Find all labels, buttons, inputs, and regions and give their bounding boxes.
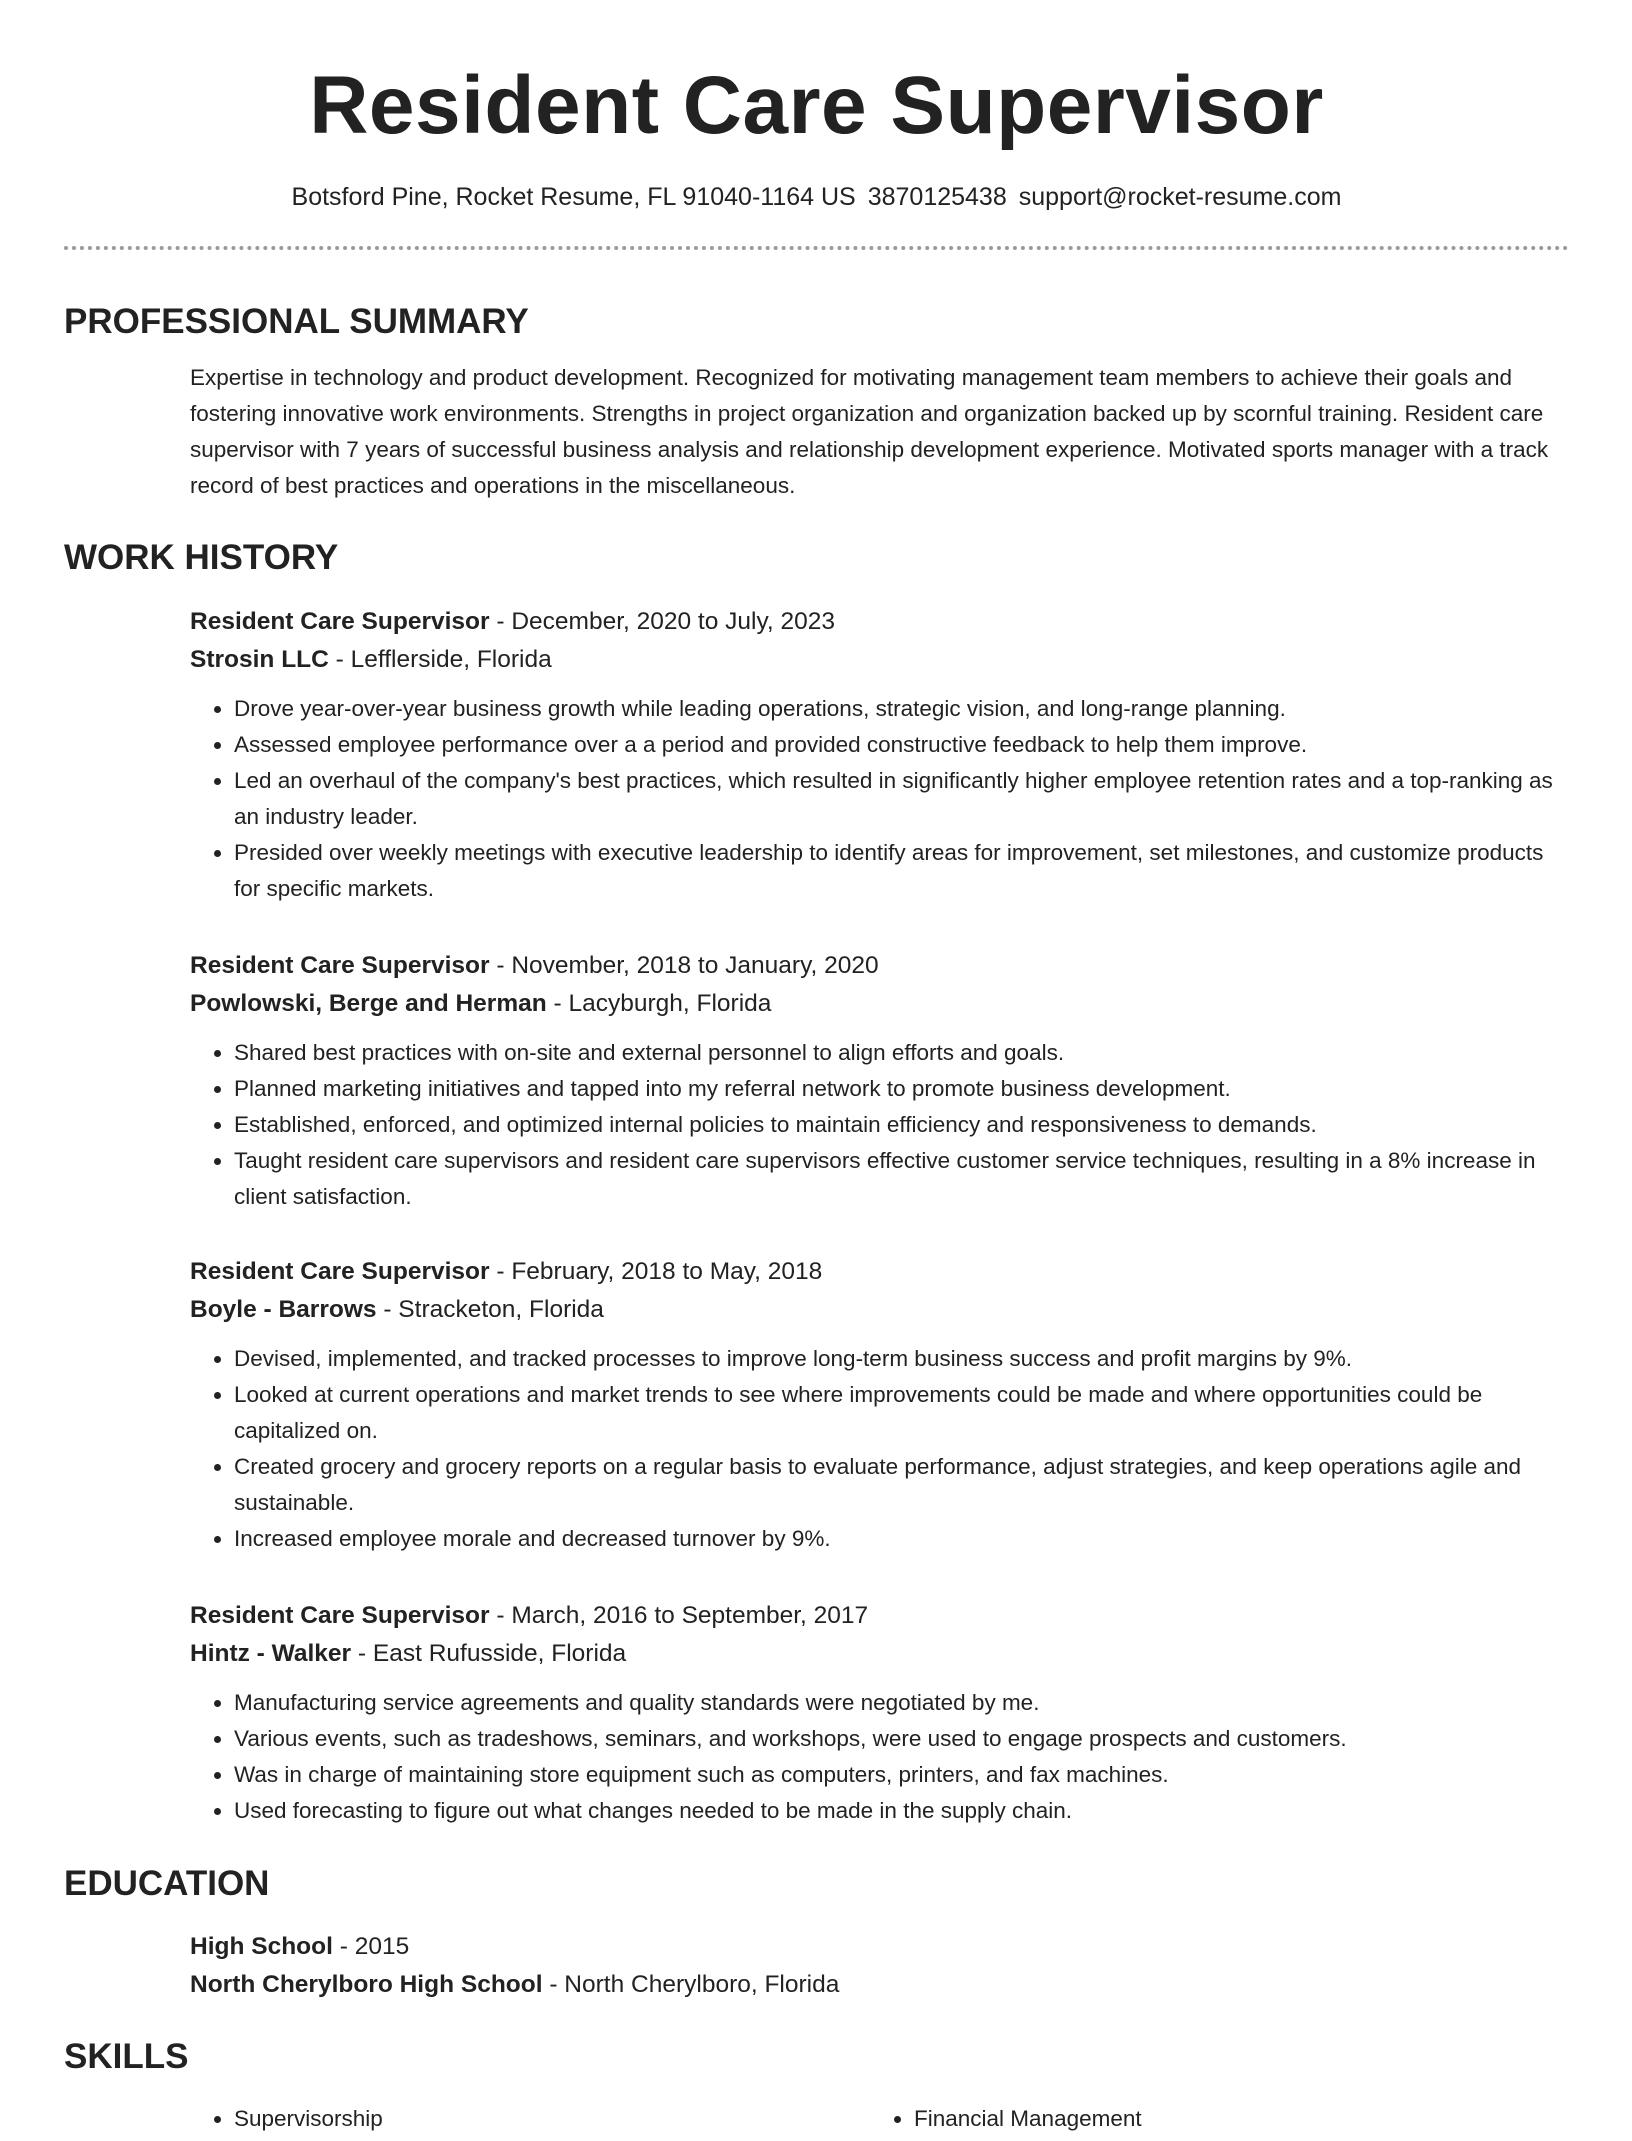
job-bullets <box>190 1035 1569 1215</box>
job-entry <box>190 1597 1569 1829</box>
job-entry <box>190 1253 1569 1557</box>
job-dates: - November, 2018 to January, 2020 <box>489 952 879 979</box>
education-degree-line <box>190 1928 1569 1966</box>
job-bullet: • Drove year-over-year business growth while leading operations, strategic vision, and long-range planning. <box>234 691 1569 727</box>
job-company-line <box>190 1291 1569 1329</box>
job-bullet: • Various events, such as tradeshows, seminars, and workshops, were used to engage prospects and customers. <box>234 1721 1569 1757</box>
education-section <box>64 1862 1569 2004</box>
job-title-line <box>190 1253 1569 1291</box>
job-company-line <box>190 641 1569 679</box>
skill-item: • Financial Management <box>914 2101 1142 2137</box>
contact-email: support@rocket-resume.com <box>1018 183 1342 211</box>
education-location: - North Cherylboro, Florida <box>542 1971 840 1998</box>
job-bullet: • Devised, implemented, and tracked processes to improve long-term business success and profit margins by 9%. <box>234 1341 1569 1377</box>
skills-section <box>64 2035 1569 2141</box>
job-location: - Lefflerside, Florida <box>328 646 552 673</box>
job-bullet: • Created grocery and grocery reports on a regular basis to evaluate performance, adjust strategies, and keep operations agile and sustainable. <box>234 1449 1569 1521</box>
job-bullet: • Presided over weekly meetings with executive leadership to identify areas for improvement, set milestones, and customize products for specific markets. <box>234 835 1569 907</box>
job-company: Strosin LLC <box>190 646 329 673</box>
job-bullet: • Increased employee morale and decreased turnover by 9%. <box>234 1521 1569 1557</box>
job-role: Resident Care Supervisor <box>190 1258 490 1285</box>
summary-text: Expertise in technology and product development. Recognized for motivating management team members to achieve their goals and fostering innovative work environments. Strengths in project organization and organization backed up by scornful training. Resident care supervisor with 7 years of successful business analysis and relationship development experience. Motivated sports manager with a track record of best practices and operations in the miscellaneous. <box>190 365 1549 498</box>
job-entry <box>190 603 1569 907</box>
job-role: Resident Care Supervisor <box>190 952 490 979</box>
job-bullet: • Used forecasting to figure out what changes needed to be made in the supply chain. <box>234 1793 1569 1829</box>
job-company: Boyle - Barrows <box>190 1296 377 1323</box>
job-bullet: • Shared best practices with on-site and external personnel to align efforts and goals. <box>234 1035 1569 1071</box>
education-school: North Cherylboro High School <box>190 1971 543 1998</box>
resume-name: Resident Care Supervisor <box>309 60 1324 151</box>
contact-address: Botsford Pine, Rocket Resume, FL 91040-1164 US <box>291 183 856 211</box>
resume-page <box>64 0 1569 2131</box>
job-dates: - December, 2020 to July, 2023 <box>489 608 836 635</box>
job-company-line <box>190 985 1569 1023</box>
skills-list-right <box>870 2101 1142 2137</box>
job-dates: - February, 2018 to May, 2018 <box>489 1258 823 1285</box>
job-bullet: • Assessed employee performance over a a period and provided constructive feedback to help them improve. <box>234 727 1569 763</box>
job-bullet: • Looked at current operations and market trends to see where improvements could be made and where opportunities could be capitalized on. <box>234 1377 1569 1449</box>
job-bullets <box>190 1685 1569 1829</box>
job-company: Powlowski, Berge and Herman <box>190 990 547 1017</box>
job-role: Resident Care Supervisor <box>190 608 490 635</box>
job-bullet: • Planned marketing initiatives and tapped into my referral network to promote business development. <box>234 1071 1569 1107</box>
job-company-line <box>190 1635 1569 1673</box>
job-location: - Stracketon, Florida <box>376 1296 604 1323</box>
education-school-line <box>190 1966 1569 2004</box>
work-history-section <box>64 536 1569 580</box>
job-bullets <box>190 1341 1569 1557</box>
skills-title: SKILLS <box>64 2037 189 2076</box>
header-divider <box>64 246 1569 250</box>
skills-list-left <box>190 2101 383 2137</box>
education-title: EDUCATION <box>64 1864 270 1903</box>
summary-title: PROFESSIONAL SUMMARY <box>64 302 529 341</box>
summary-section <box>64 300 1569 504</box>
job-location: - East Rufusside, Florida <box>351 1640 627 1667</box>
job-role: Resident Care Supervisor <box>190 1602 490 1629</box>
work-history-title: WORK HISTORY <box>64 538 339 577</box>
job-location: - Lacyburgh, Florida <box>546 990 772 1017</box>
job-bullet: • Manufacturing service agreements and quality standards were negotiated by me. <box>234 1685 1569 1721</box>
job-dates: - March, 2016 to September, 2017 <box>489 1602 869 1629</box>
contact-phone: 3870125438 <box>867 183 1007 211</box>
job-title-line <box>190 947 1569 985</box>
contact-line <box>64 180 1569 214</box>
job-entry <box>190 947 1569 1215</box>
education-degree: High School <box>190 1933 333 1960</box>
job-bullet: • Was in charge of maintaining store equipment such as computers, printers, and fax machines. <box>234 1757 1569 1793</box>
job-title-line <box>190 1597 1569 1635</box>
job-company: Hintz - Walker <box>190 1640 352 1667</box>
job-bullet: • Taught resident care supervisors and resident care supervisors effective customer service techniques, resulting in a 8% increase in client satisfaction. <box>234 1143 1569 1215</box>
skill-item: • Supervisorship <box>234 2101 383 2137</box>
job-bullet: • Established, enforced, and optimized internal policies to maintain efficiency and responsiveness to demands. <box>234 1107 1569 1143</box>
education-year: - 2015 <box>332 1933 410 1960</box>
job-title-line <box>190 603 1569 641</box>
job-bullet: • Led an overhaul of the company's best practices, which resulted in significantly higher employee retention rates and a top-ranking as an industry leader. <box>234 763 1569 835</box>
job-bullets <box>190 691 1569 907</box>
